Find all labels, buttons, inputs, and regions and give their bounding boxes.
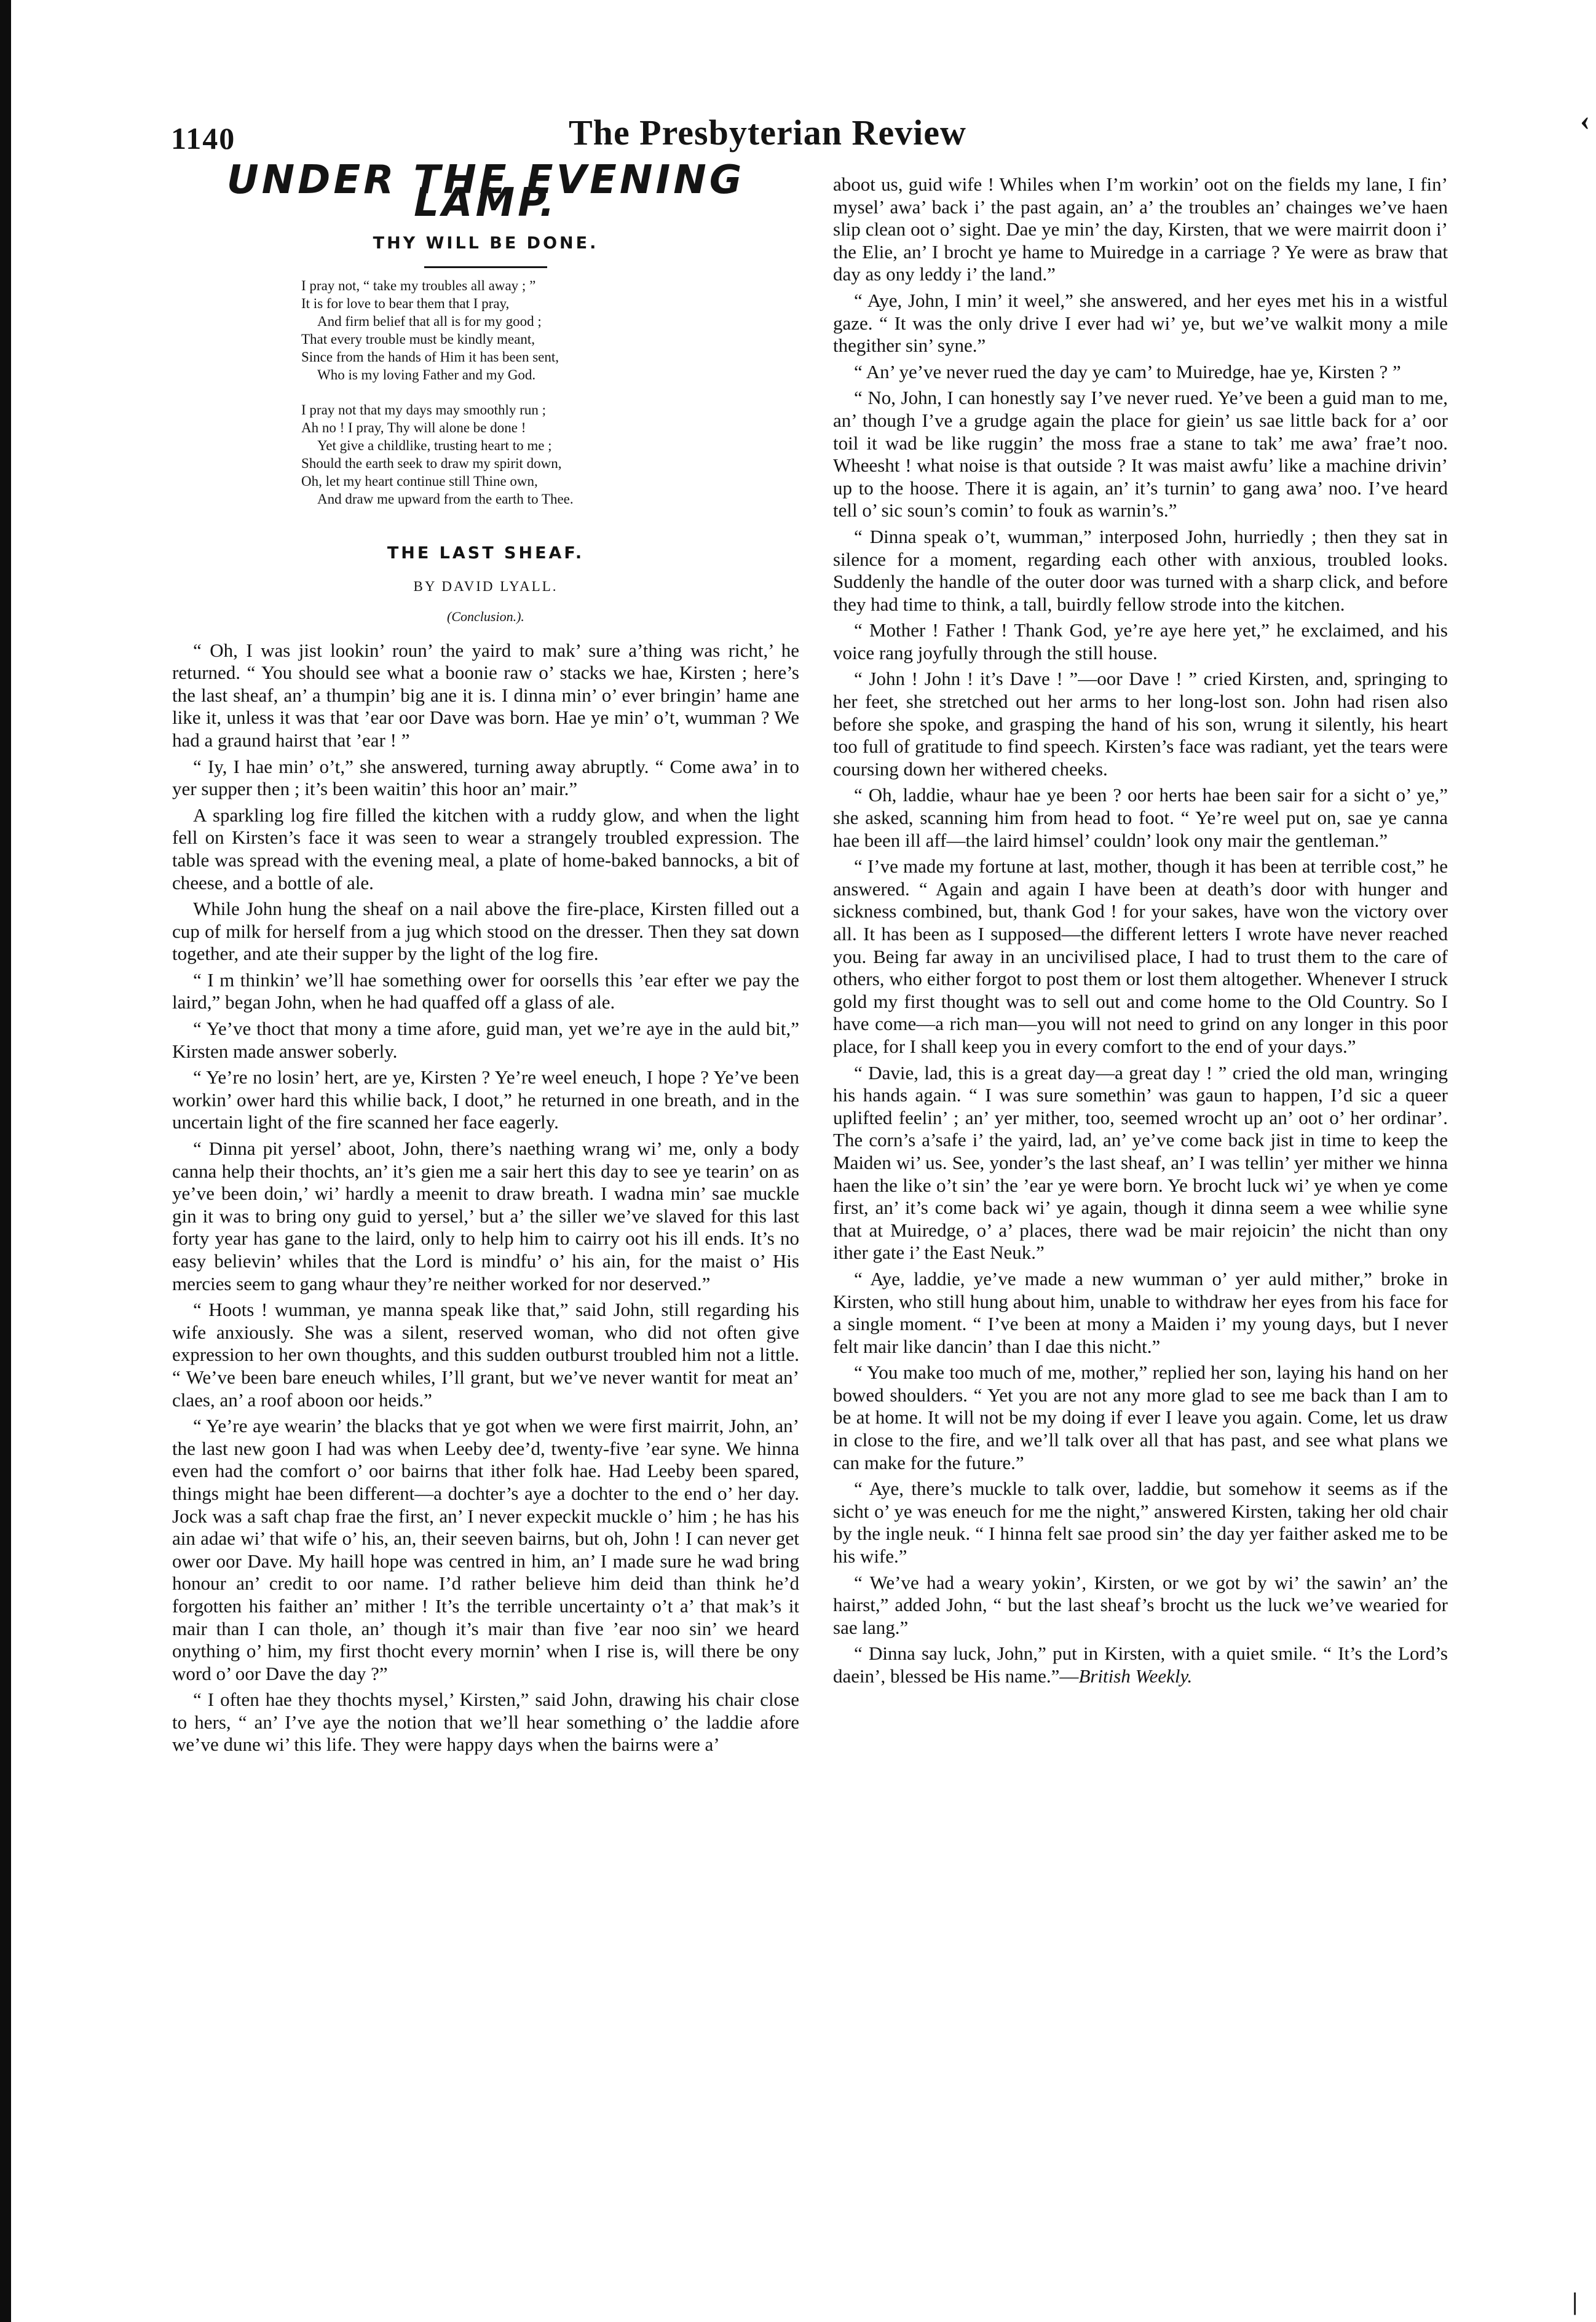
story-paragraph: “ Aye, laddie, ye’ve made a new wumman o’ yer auld mither,” broke in Kirsten, who still hung about him, unable to withdraw her eyes from his face for a single moment. “ I’ve been at mony a Maiden i’ my young days, but I never felt mair like dancin’ than I dae this nicht.” [833,1267,1448,1357]
poem-line: Who is my loving Father and my God. [317,367,536,382]
poem-line: Should the earth seek to draw my spirit down, [301,455,562,471]
story-paragraph: “ Mother ! Father ! Thank God, ye’re aye here yet,” he exclaimed, and his voice rang joyfully through the still house. [833,619,1448,664]
edge-mark: ‹ [1580,104,1590,137]
story-paragraph: “ I’ve made my fortune at last, mother, though it has been at terrible cost,” he answered. “ Again and again I have been at death’s door with hunger and sickness combined, but, thank God ! for your sakes, have won the victory over all. It has been as I supposed—the different letters I wrote have never reached you. Being far away in an uncivilised place, I had to trust them to the care of others, who either forgot to post them or lost them altogether. Whenever I struck gold my first thought was to sell out and come home to the Old Country. So I have come—a rich man—you will not need to grind on any longer in this poor place, for I shall keep you in every comfort to the end of your days.” [833,855,1448,1057]
story-paragraph: “ Dinna pit yersel’ aboot, John, there’s naething wrang wi’ me, only a body canna help their thochts, an’ it’s gien me a sair hert this day to see ye tearin’ on as ye’ve been doin,’ wi’ hardly a meenit to draw breath. I wadna min’ sae muckle gin it was to bring ony guid to yersel,’ but a’ the siller we’ve slaved for this last forty year has gane to the laird, only to help him to cairry oot his ill ends. It’s no easy believin’ whiles that the Lord is mindfu’ o’ his ain, for the maist o’ His mercies seem to gang whaur they’re neither worked for nor deserved.” [172,1138,799,1294]
right-column [833,173,1448,1692]
story-paragraph: “ Dinna speak o’t, wumman,” interposed John, hurriedly ; then they sat in silence for a moment, regarding each other with anxious, troubled looks. Suddenly the handle of the outer door was turned with a sharp click, and before they had time to think, a tall, buirdly fellow strode into the kitchen. [833,525,1448,615]
story-paragraph: “ Oh, I was jist lookin’ roun’ the yaird to mak’ sure a’thing was richt,’ he returned. “ You should see what a boonie raw o’ stacks we hae, Kirsten ; here’s the last sheaf, an’ a thumpin’ big ane it is. I dinna min’ o’ ever bringin’ hame ane like it, unless it was that ’ear oor Dave was born. Hae ye min’ o’t, wumman ? We had a graund hairst that ’ear ! ” [172,639,799,751]
story-paragraph: “ No, John, I can honestly say I’ve never rued. Ye’ve been a guid man to me, an’ though I’ve a grudge again the place for giein’ us sae little back for a’ oor toil it wad be like ruggin’ the moss frae a stane to tak’ me awa’ frae’t noo. Wheesht ! what noise is that outside ? It was maist awfu’ like a machine drivin’ up to the hoose. There it is again, an’ it’s turnin’ to gang awa’ noo. I’ve heard tell o’ sic soun’s comin’ to fouk as warnin’s.” [833,387,1448,521]
story-paragraph: “ Hoots ! wumman, ye manna speak like that,” said John, still regarding his wife anxiously. She was a silent, reserved woman, who did not often give expression to her own thoughts, and this sudden outburst troubled him not a little. “ We’ve been bare eneuch whiles, I’ll grant, but we’ve never wantit for meat an’ claes, an’ a roof aboon oor heids.” [172,1299,799,1411]
poem-title-rule [424,266,547,268]
poem-line: It is for love to bear them that I pray, [301,295,510,311]
poem-line: That every trouble must be kindly meant, [301,331,535,347]
story-paragraph: “ Iy, I hae min’ o’t,” she answered, turning away abruptly. “ Come awa’ in to yer supper then ; it’s been waitin’ this hoor an’ mair.” [172,755,799,800]
poem-stanza-2 [172,401,799,508]
story-paragraph: “ Aye, John, I min’ it weel,” she answered, and her eyes met his in a wistful gaze. “ It was the only drive I ever had wi’ ye, but we’ve walkit mony a mile thegither sin’ syne.” [833,289,1448,357]
poem-line: And draw me upward from the earth to Thee. [317,491,574,507]
page-binding-edge [0,0,11,2322]
story-paragraph: “ An’ ye’ve never rued the day ye cam’ to Muiredge, hae ye, Kirsten ? ” [854,360,1401,382]
story-title: THE LAST SHEAF. [387,543,585,563]
story-paragraph: aboot us, guid wife ! Whiles when I’m workin’ oot on the fields my lane, I fin’ mysel’ awa’ back i’ the past again, an’ a’ the troubles an’ chainges we’ve haen slip clean oot o’ sight. Dae ye min’ the day, Kirsten, that we were mairrit doon i’ the Elie, an’ I brocht ye hame to Muiredge in a carriage ? Ye were as braw that day as ony leddy i’ the land.” [833,173,1448,285]
story-paragraph: “ Ye’re aye wearin’ the blacks that ye got when we were first mairrit, John, an’ the last new goon I had was when Leeby dee’d, twenty-five ’ear syne. We hinna even had the comfort o’ oor bairns that ither folk hae. Had Leeby been spared, things might hae been different—a dochter’s aye a dochter to the end o’ her day. Jock was a saft chap frae the first, an’ I never expeckit muckle o’ him ; he has his ain adae wi’ that wife o’ his, an, their seeven bairns, but oh, John ! I can never get ower oor Dave. My haill hope was centred in him, an’ I made sure he wad bring honour an’ credit to oor name. I’d rather believe him deid than think he’d forgotten his faither an’ mither ! It’s the terrible uncertainty o’t a’ that mak’s it mair than I can thole, an’ though it’s mair than five ’ear noo sin’ we heard onything o’ him, my first thocht every mornin’ when I rise is, will there be ony word o’ oor Dave the day ?” [172,1415,799,1684]
story-paragraph: “ Aye, there’s muckle to talk over, laddie, but somehow it seems as if the sicht o’ ye was eneuch for me the night,” answered Kirsten, taking her old chair by the ingle neuk. “ I hinna felt sae prood sin’ the day yer faither asked me to be his wife.” [833,1478,1448,1567]
running-head: The Presbyterian Review [569,113,966,153]
poem-line: Since from the hands of Him it has been sent, [301,349,559,365]
story-credit: British Weekly. [1078,1665,1193,1687]
poem-line: And firm belief that all is for my good ; [317,313,542,329]
story-paragraph: “ Dinna say luck, John,” put in Kirsten, with a quiet smile. “ It’s the Lord’s daein’, blessed be His name.”— [833,1642,1448,1687]
poem-stanza-1 [172,277,799,384]
story-conclusion-note: (Conclusion.). [447,608,524,624]
story-paragraph: “ We’ve had a weary yokin’, Kirsten, or we got by wi’ the sawin’ an’ the hairst,” added John, “ but the last sheaf’s brocht us the luck we’ve wearied for sae lang.” [833,1571,1448,1638]
footer-mark: | [1572,2288,1578,2315]
poem-line: I pray not, “ take my troubles all away ; ” [301,277,536,293]
poem-line: I pray not that my days may smoothly run ; [301,402,546,418]
poem-line: Ah no ! I pray, Thy will alone be done ! [301,419,526,435]
story-paragraph: “ Ye’re no losin’ hert, are ye, Kirsten ? Ye’re weel eneuch, I hope ? Ye’ve been workin’ ower hard this whilie back, I doot,” he returned in one breath, and in the uncertain light of the fire scanned her face eagerly. [172,1066,799,1133]
story-paragraph: “ I m thinkin’ we’ll hae something ower for oorsells this ’ear efter we pay the laird,” began John, when he had quaffed off a glass of ale. [172,969,799,1013]
poem-line: Oh, let my heart continue still Thine own, [301,473,538,489]
story-paragraph: A sparkling log fire filled the kitchen with a ruddy glow, and when the light fell on Kirsten’s face it was seen to wear a strangely troubled expression. The table was spread with the evening meal, a plate of home-baked bannocks, a bit of cheese, and a bottle of ale. [172,804,799,894]
story-paragraph: While John hung the sheaf on a nail above the fire-place, Kirsten filled out a cup of milk for herself from a jug which stood on the dresser. Then they sat down together, and ate their supper by the light of the log fire. [172,898,799,965]
story-byline: BY DAVID LYALL. [413,579,558,595]
story-paragraph: “ Ye’ve thoct that mony a time afore, guid man, yet we’re aye in the auld bit,” Kirsten made answer soberly. [172,1018,799,1062]
story-paragraph: “ John ! John ! it’s Dave ! ”—oor Dave ! ” cried Kirsten, and, springing to her feet, she stretched out her arms to her long-lost son. John had risen also before she spoke, and grasping the hand of his son, wrung it silently, his heart too full of gratitude to find speech. Kirsten’s face was radiant, yet the tears were coursing down her withered cheeks. [833,668,1448,780]
poem-line: Yet give a childlike, trusting heart to me ; [317,437,552,453]
left-column [172,157,799,1760]
story-final-paragraph [833,1642,1448,1687]
page-number: 1140 [171,121,236,156]
story-paragraph: “ Davie, lad, this is a great day—a great day ! ” cried the old man, wringing his hands again. “ I was sure somethin’ was gaun to happen, I’d sic a queer uplifted feelin’ ; an’ yer mither, too, seemed wrocht up an’ oot o’ her ordinar’. The corn’s a’safe i’ the yaird, lad, an’ ye’ve come back jist in time to keep the Maiden wi’ us. See, yonder’s the last sheaf, an’ I was tellin’ yer mither we hinna haen the like o’t sin’ the ’ear ye were born. Ye brocht luck wi’ ye when ye come first, an’ it’s come back wi’ ye again, though it dinna seem a wee whilie syne that at Muiredge, o’ a’ places, there wad be mair rejoicin’ the nicht than ony ither gate i’ the East Neuk.” [833,1061,1448,1264]
story-paragraph: “ Oh, laddie, whaur hae ye been ? oor herts hae been sair for a sicht o’ ye,” she asked, scanning him from head to foot. “ Ye’re weel put on, sae ye canna hae been ill aff—the laird himsel’ couldn’ look ony mair the gentleman.” [833,784,1448,851]
section-heading: UNDER THE EVENING LAMP. [226,157,745,226]
story-paragraph: “ You make too much of me, mother,” replied her son, laying his hand on her bowed shoulders. “ Yet you are not any more glad to see me back than I am to be at home. It will not be my doing if ever I leave you again. Come, let us draw in close to the fire, and we’ll talk over all that has past, and see what plans we can make for the future.” [833,1361,1448,1473]
poem-title: THY WILL BE DONE. [373,234,599,253]
story-paragraph: “ I often hae they thochts mysel,’ Kirsten,” said John, drawing his chair close to hers, “ an’ I’ve aye the notion that we’ll hear something o’ the laddie afore we’ve dune wi’ this life. They were happy days when the bairns were a’ [172,1689,799,1756]
